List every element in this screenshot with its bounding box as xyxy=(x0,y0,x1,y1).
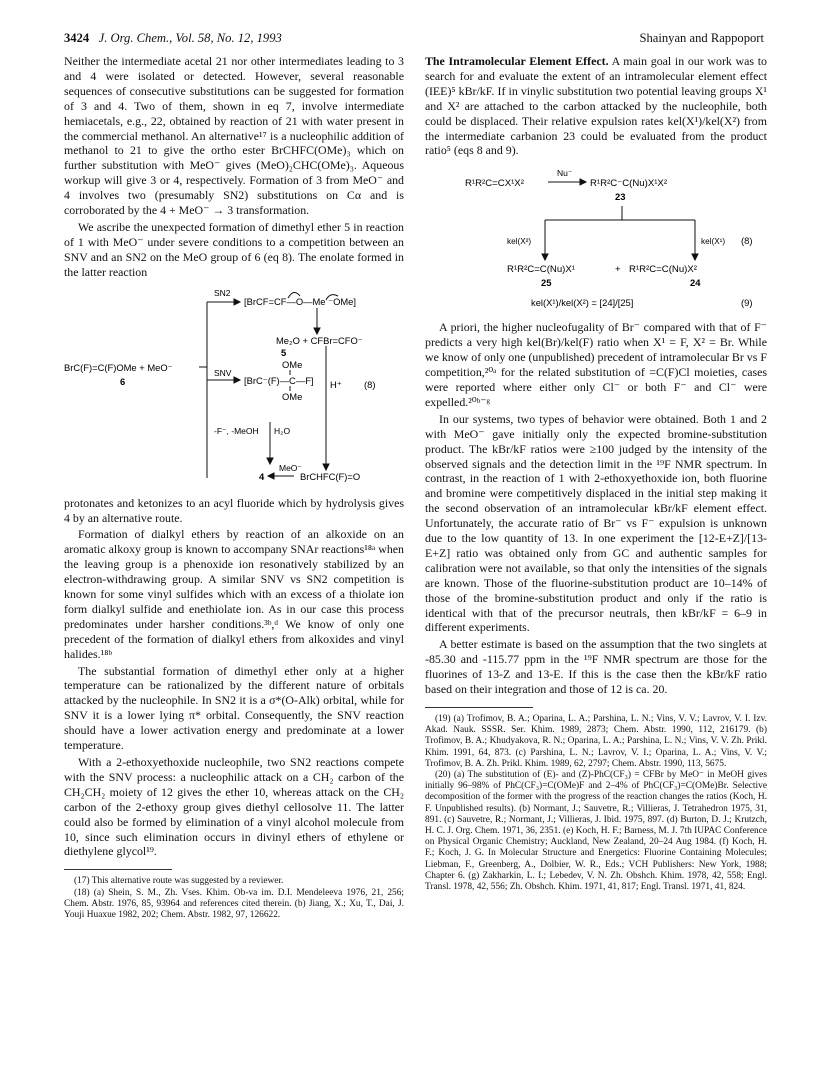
footnote-20: (20) (a) The substitution of (E)- and (Z)-PhC(CF₃) = CFBr by MeO⁻ in MeOH gives initially 96–98% of PhC(CF₃)=C(OMe)F and 2–4% of PhC(CF₃)=C(OMe)Br. Selective decomposition of the former with the progress of the reaction changes the ratios (Koch, H. F. Unpublished results). (b) Normant, J.; Sauvetre, R.; Villieras, J. Tetrahedron 1975, 31, 891. (c) Sauvetre, R.; Normant, J.; Villieras, J. Ibid. 1975, 897. (d) Burton, D. J.; Krutzch, H. C. J. Org. Chem. 1971, 36, 2351. (e) Koch, H. F.; Barness, M. J. 7th IUPAC Conference on Physical Organic Chemistry; Auckland, New Zealand, 20–24 Aug 1984. (f) Koch, H. F.; Koch, J. G. In Molecular Structure and Energetics: Fluorine Containing Molecules; Liebman, F., Greenberg, A., Dolbier, W. R., Eds.; VCH Publishers: New York, 1988; Chapter 6. (g) Zakharkin, L. I.; Lebedev, V. N. Zh. Obshch. Khim. 1978, 42, 558; Engl. Transl. 1978, 42, 556; Zh. Obshch. Khim. 1971, 41, 817; Engl. Transl. 1971, 41, 824. xyxy=(425,770,767,893)
scheme-eq9-drawing xyxy=(425,166,767,314)
equation-number-9: (9) xyxy=(741,297,753,309)
scheme-eq9 xyxy=(425,166,767,314)
h2o-label: H₂O xyxy=(274,425,291,436)
footnote-17: (17) This alternative route was suggested by a reviewer. xyxy=(74,876,284,887)
intermediate-ome-bottom: OMe xyxy=(282,390,303,402)
paragraph: protonates and ketonizes to an acyl fluoride which by hydrolysis gives 4 by an alternative route. xyxy=(64,495,404,525)
plus-sign: + xyxy=(615,264,621,276)
scheme-eq8-drawing xyxy=(64,288,404,488)
kel-x2-label: kel(X²) xyxy=(507,237,532,247)
header-left xyxy=(64,30,282,46)
meo-label: MeO⁻ xyxy=(279,462,302,473)
compound-number-6: 6 xyxy=(120,375,126,387)
elimination-label: -F⁻, -MeOH xyxy=(214,425,259,436)
paragraph: Neither the intermediate acetal 21 nor other intermediates leading to 3 and 4 were isolated or detected. However, several reasonable sequences of consecutive substitutions can be suggested for formation of 3 and 4. Two of them, shown in eq 7, involve intermediate hemiacetals, e.g., 22, obtained by reaction of 21 with water present in the commercial methanol. An alternative¹⁷ is a nucleophilic addition of methanol to 21 to give the ortho ester BrCHFC(OMe)₃ which on further substitution with MeO⁻ gives (MeO)₂CHC(OMe)₃. Aqueous workup will give 3 or 4, respectively. Formation of 3 from MeO⁻ and 4 involves two (presumably SN2) substitutions on Cα and is corroborated by the 4 + MeO⁻ → 3 transformation. xyxy=(64,54,404,218)
reactant-6: BrC(F)=C(F)OMe + MeO⁻ xyxy=(64,361,173,373)
section-heading: The Intramolecular Element Effect. xyxy=(425,54,609,68)
paragraph-text: A main goal in our work was to search for and evaluate the extent of an intramolecular element effect (IEE)⁵ kBr/kF. If in vinylic substitution two potential leaving groups X¹ and X² are attached to the carbon attacked by the nucleophile, both could be displaced. Their relative expulsion rates kel(X¹)/kel(X²) from the intermediate carbanion 23 could be evaluated from the product ratio⁵ (eqs 8 and 9). xyxy=(425,54,767,158)
paragraph: We ascribe the unexpected formation of dimethyl ether 5 in reaction of 1 with MeO⁻ under severe conditions to a competition between an SNV and an SN2 on the MeO group of 6 (eq 8). The enolate formed in the latter reaction xyxy=(64,219,404,279)
section-paragraph xyxy=(425,54,767,158)
equation-number-8b: (8) xyxy=(741,235,753,247)
sn2-label: SN2 xyxy=(214,287,231,298)
carbanion-23: R¹R²C⁻C(Nu)X¹X² xyxy=(590,178,668,190)
paragraph: With a 2-ethoxyethoxide nucleophile, two SN2 reactions compete with the SNV process: a nucleophilic attack on a CH₂ carbon of the CH₂CH₂ moiety of 12 gives the ether 10, whereas attack on the CH₂ carbon of the 2-ethoxy group gives diethyl cellosolve 11. The latter could also be formed by elimination of a vinyl alcohol molecule from 10, since such elimination occurs in divinyl ethers of ethylene or diethylene glycol¹⁹. xyxy=(64,755,404,859)
product-24: R¹R²C=C(Nu)X² xyxy=(629,264,697,276)
product-acyl-fluoride: BrCHFC(F)=O xyxy=(300,470,361,482)
product-25: R¹R²C=C(Nu)X¹ xyxy=(507,264,575,276)
right-column xyxy=(425,54,767,893)
footnote-rule xyxy=(64,869,172,870)
nucleophile-label: Nu⁻ xyxy=(557,168,573,179)
compound-number-4: 4 xyxy=(259,470,265,482)
intermediate-ome-top: OMe xyxy=(282,358,303,370)
header-authors: Shainyan and Rappoport xyxy=(639,31,764,45)
scheme-eq8 xyxy=(64,288,404,488)
running-header xyxy=(64,30,764,46)
paragraph: Formation of dialkyl ethers by reaction of an alkoxide on an aromatic alkoxy group is known to accompany SNAr reactions¹⁸ᵃ when the leaving group is a phenoxide ion resonatively stabilized by an electron-withdrawing group. A similar SNV vs SN2 competition is known for some vinyl sulfides which with an excess of a thiolate ion form dialkyl sulfide and enethiolate ion. As in our case this process predominates under harsher conditions.³ᵇ,ᵈ We know of only one precedent of the formation of dialkyl ethers from alkoxides and vinyl halides.¹⁸ᵇ xyxy=(64,527,404,661)
journal-citation: J. Org. Chem., Vol. 58, No. 12, 1993 xyxy=(98,31,282,45)
vinyl-reactant: R¹R²C=CX¹X² xyxy=(465,178,524,190)
sn2-transition-state: [BrCF=CF—O—Me ⁻OMe] xyxy=(244,295,356,307)
compound-number-5: 5 xyxy=(281,346,287,358)
paragraph: A better estimate is based on the assumption that the two singlets at -85.30 and -115.77 ppm in the ¹⁹F NMR spectrum are those for the fluorines of 13-Z and 13-E. If this is the case then the kBr/kF ratio based on their integration and those of 12 is ca. 20. xyxy=(425,637,767,697)
paragraph: A priori, the higher nucleofugality of Br⁻ compared with that of F⁻ predicts a very high kel(Br)/kel(F) ratio when X¹ = F, X² = Br. While we know of only one (unpublished) precedent of intramolecular Br vs F competition,²⁰ᵃ for the related substitution of =C(F)Cl moieties, cases were reported where either only Cl⁻ or both F⁻ and Cl⁻ were expelled.²⁰ᵇ⁻ᵍ xyxy=(425,320,767,409)
compound-number-25: 25 xyxy=(541,277,552,289)
footnotes-left xyxy=(64,876,404,921)
footnote-rule xyxy=(425,707,533,708)
hplus-label: H⁺ xyxy=(330,378,342,390)
left-column xyxy=(64,54,404,921)
compound-number-23: 23 xyxy=(615,191,626,203)
paragraph: The substantial formation of dimethyl ether only at a higher temperature can be rationalized by the different nature of orbitals attacked by the nucleophile. In SN2 it is a σ*(O-Alk) orbital, while for SNV it is a lower lying π* orbital. Consequently, the SNV reaction should have a lower activation energy and predominate at a lower temperature. xyxy=(64,663,404,753)
kel-x1-label: kel(X¹) xyxy=(701,237,726,247)
rate-ratio: kel(X¹)/kel(X²) = [24]/[25] xyxy=(531,297,634,309)
snv-label: SNV xyxy=(214,367,232,378)
paragraph: In our systems, two types of behavior were obtained. Both 1 and 2 with MeO⁻ gave initially only the expected bromine-substitution product. The kBr/kF ratios were ≥100 judged by the intensity of the observed signals and the detection limit in the ¹⁹F NMR spectrum. In contrast, in the reaction of 1 with 2-ethoxyethoxide ion, both fluorine and bromine were competitively displaced in the initial step making it the second observation of an intramolecular kBr/kF element effect. Unfortunately, the accurate ratio of Br⁻ vs F⁻ expulsion is unknown due to the low quantity of 13. In one experiment the [12-E+Z]/[13-E+Z] ratio was obtained only from GC and authentic samples for calibration were not available, so that only the intensities of the signals are known. Those of the fluorine-substitution product are 10–14% of those of the bromine-substitution product and only if the ratio is identical with that of the precursor neutrals, then kBr/kF = 6–9 in different experiments. xyxy=(425,411,767,635)
page-number: 3424 xyxy=(64,31,90,45)
compound-number-24: 24 xyxy=(690,277,701,289)
footnote-19: (19) (a) Trofimov, B. A.; Oparina, L. A.; Parshina, L. N.; Vins, V. V.; Lavrov, V. I. Izv. Akad. Nauk. SSSR. Ser. Khim. 1989, 2873; Chem. Abstr. 1990, 112, 216179. (b) Trofimov, B. A.; Khudyakova, R. N.; Oparina, L. A.; Parshina, L. N.; Vins, V. V. Zh. Prikl. Khim. 1991, 64, 873. (c) Parshina, L. N.; Lavrov, V. I.; Oparina, L. A.; Vins, V. V.; Trofimov, B. A. Zh. Prikl. Khim. 1989, 62, 2797; Chem. Abstr. 1990, 113, 5675. xyxy=(425,714,767,769)
equation-number-8: (8) xyxy=(364,378,376,390)
products-me2o: Me₂O + CFBr=CFO⁻ xyxy=(276,334,363,346)
footnotes-right xyxy=(425,714,767,893)
intermediate-carbanion: [BrC⁻(F)—C—F] xyxy=(244,374,314,386)
footnote-18: (18) (a) Shein, S. M., Zh. Vses. Khim. Ob-va im. D.I. Mendeleeva 1976, 21, 256; Chem. Abstr. 1976, 85, 93964 and references cited therein. (b) Jiang, X.; Xu, T., Dai, J. Youji Huaxue 1982, 202; Chem. Abstr. 1982, 97, 126622. xyxy=(64,887,404,920)
